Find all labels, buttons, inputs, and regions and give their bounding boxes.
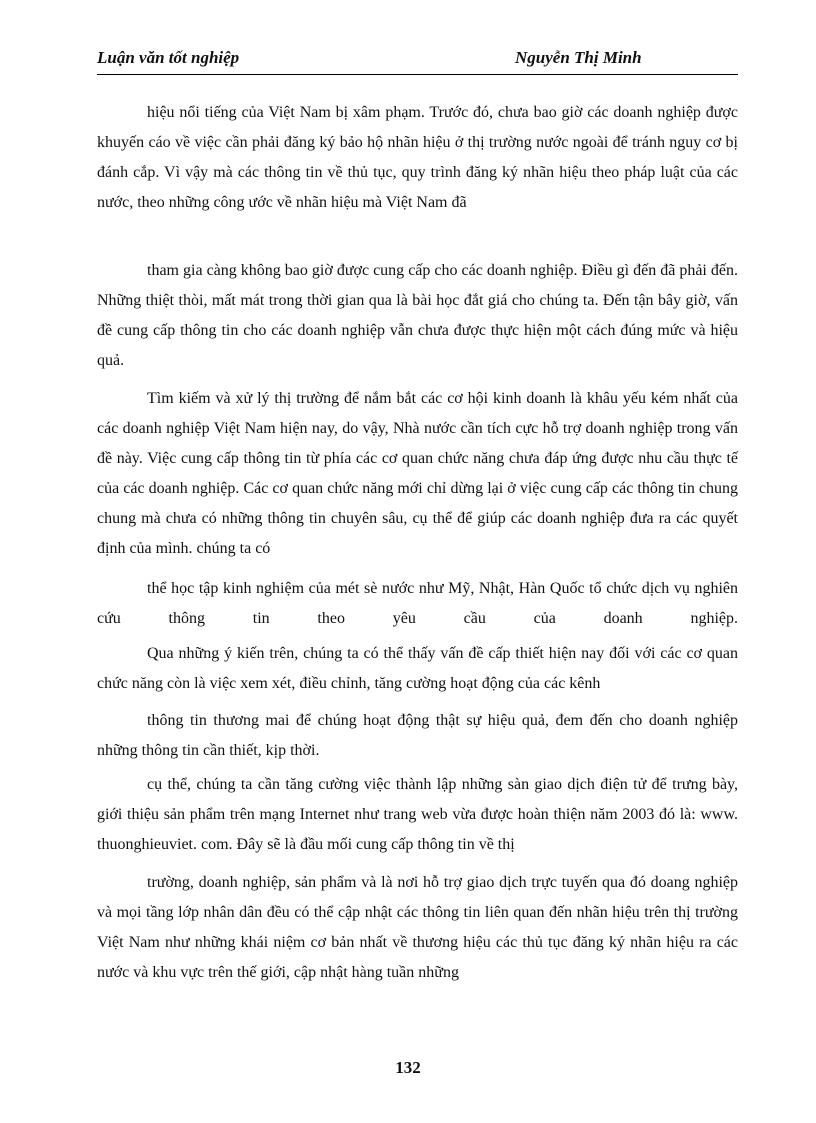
page-header (97, 48, 738, 72)
body-paragraph: Tìm kiếm và xử lý thị trường để nắm bắt các cơ hội kinh doanh là khâu yếu kém nhất của các doanh nghiệp Việt Nam hiện nay, do vậy, Nhà nước cần tích cực hỗ trợ doanh nghiệp trong vấn đề này. Việc cung cấp thông tin từ phía các cơ quan chức năng chưa đáp ứng được nhu cầu thực tế của các doanh nghiệp. Các cơ quan chức năng mới chỉ dừng lại ở việc cung cấp các thông tin chung chung mà chưa có những thông tin chuyên sâu, cụ thể để giúp các doanh nghiệp đưa ra các quyết định của mình. chúng ta có (97, 390, 738, 557)
body-paragraph: trường, doanh nghiệp, sản phẩm và là nơi hỗ trợ giao dịch trực tuyến qua đó doang nghiệp và mọi tầng lớp nhân dân đều có thể cập nhật các thông tin liên quan đến nhãn hiệu trên thị trường Việt Nam như những khái niệm cơ bản nhất về thương hiệu các thủ tục đăng ký nhãn hiệu ra các nước và khu vực trên thế giới, cập nhật hàng tuần những (97, 874, 738, 981)
body-paragraph: tham gia càng không bao giờ được cung cấp cho các doanh nghiệp. Điều gì đến đã phải đến. Những thiệt thòi, mất mát trong thời gian qua là bài học đắt giá cho chúng ta. Đến tận bây giờ, vấn đề cung cấp thông tin cho các doanh nghiệp vẫn chưa được thực hiện một cách đúng mức và hiệu quả. (97, 262, 738, 369)
header-author-name: Nguyễn Thị Minh (515, 48, 642, 67)
header-divider (97, 74, 738, 75)
body-paragraph: thể học tập kinh nghiệm của mét sè nước như Mỹ, Nhật, Hàn Quốc tổ chức dịch vụ nghiên cứu thông tin theo yêu cầu của doanh nghiệp. (97, 580, 738, 627)
page-number: 132 (395, 1058, 421, 1077)
body-paragraph: hiệu nổi tiếng của Việt Nam bị xâm phạm. Trước đó, chưa bao giờ các doanh nghiệp được khuyến cáo về việc cần phải đăng ký bảo hộ nhãn hiệu ở thị trường nước ngoài để tránh nguy cơ bị đánh cắp. Vì vậy mà các thông tin về thủ tục, quy trình đăng ký nhãn hiệu theo pháp luật của các nước, theo những công ước về nhãn hiệu mà Việt Nam đã (97, 104, 738, 211)
body-paragraph: Qua những ý kiến trên, chúng ta có thể thấy vấn đề cấp thiết hiện nay đối với các cơ quan chức năng còn là việc xem xét, điều chỉnh, tăng cường hoạt động của các kênh (97, 645, 738, 692)
body-paragraph: thông tin thương mai để chúng hoạt động thật sự hiệu quả, đem đến cho doanh nghiệp những thông tin cần thiết, kịp thời. (97, 712, 738, 759)
header-thesis-title: Luận văn tốt nghiệp (97, 48, 240, 67)
body-paragraph: cụ thể, chúng ta cần tăng cường việc thành lập những sàn giao dịch điện tử để trưng bày, giới thiệu sản phẩm trên mạng Internet như trang web vừa được hoàn thiện năm 2003 đó là: www. thuonghieuviet. com. Đây sẽ là đầu mối cung cấp thông tin về thị (97, 776, 738, 853)
